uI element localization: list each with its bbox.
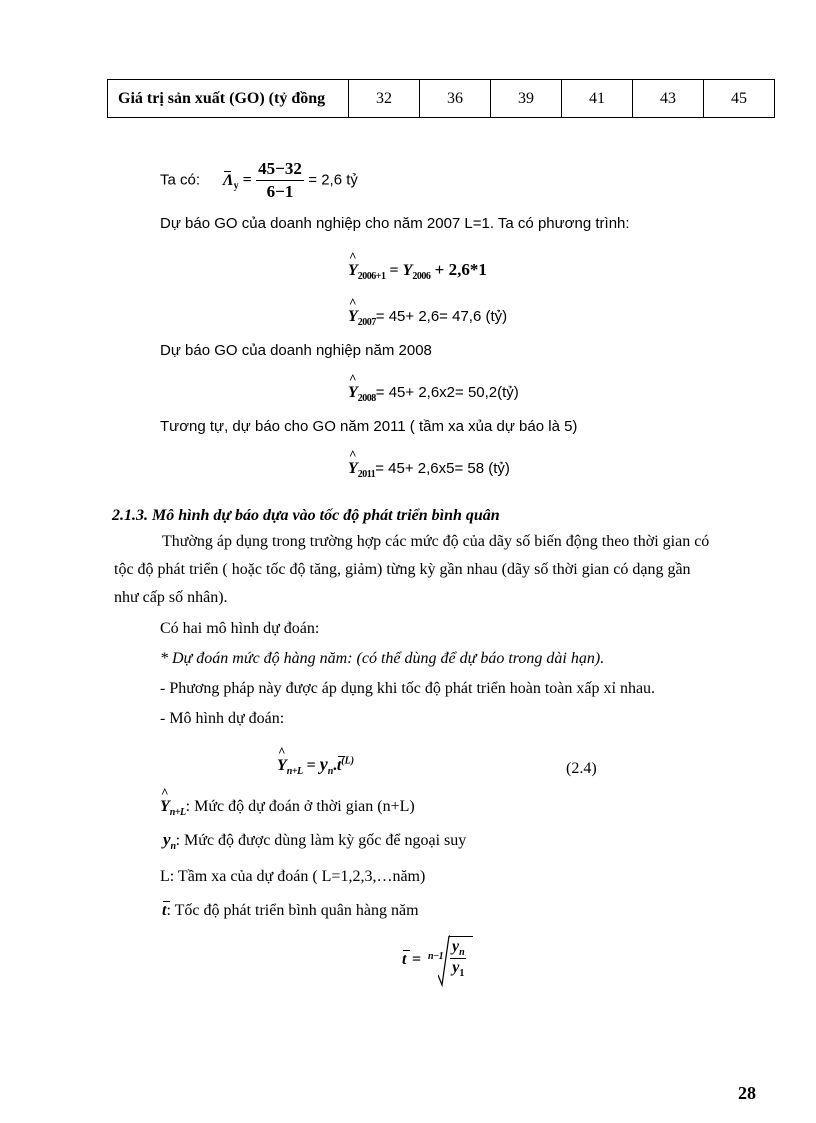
equation-2011 [348, 460, 510, 480]
eq4-rhs: = 45+ 2,6x5= 58 (tỷ) [375, 460, 510, 477]
root-denominator-sub: 1 [459, 968, 464, 979]
eq1-rhs: + 2,6*1 [430, 260, 487, 279]
y-hat-symbol: ^ Y [348, 308, 358, 326]
def4-text: : Tốc độ phát triển bình quân hàng năm [166, 902, 419, 919]
formula-dot: . [332, 757, 337, 774]
y-hat-symbol: ^ Y [348, 460, 358, 478]
table-row [108, 80, 775, 118]
paragraph-line: tộc độ phát triển ( hoặc tốc độ tăng, giảm) từng kỳ gần nhau (dãy số thời gian có dạng gần [114, 561, 691, 578]
y-hat-symbol: ^ Y [160, 798, 170, 816]
section-heading: 2.1.3. Mô hình dự báo dựa vào tốc độ phát triển bình quân [112, 507, 500, 524]
go-table [107, 79, 775, 118]
fraction-denominator: 6−1 [266, 182, 294, 201]
paragraph-intro [114, 528, 762, 612]
forecast-2008-intro: Dự báo GO của doanh nghiệp năm 2008 [160, 342, 432, 359]
def2-symbol: y [163, 830, 171, 849]
formula-exponent: (L) [341, 755, 355, 767]
def1-text: : Mức độ dự đoán ở thời gian (n+L) [185, 798, 415, 815]
t-bar-symbol: t [402, 951, 407, 968]
table-cell: 39 [491, 80, 562, 118]
eq2-rhs: = 45+ 2,6= 47,6 (tỷ) [375, 308, 508, 325]
table-cell: 41 [562, 80, 633, 118]
def1-subscript: n+L [169, 807, 186, 818]
eq2-subscript: 2007 [357, 317, 376, 328]
definition-y-hat [160, 798, 415, 818]
y-hat-symbol: ^ Y [348, 262, 358, 280]
ta-co-formula: Ta có: $\Lambda_y$ = $\frac{45-32}{6-1}$ = 2,6 tỷ [160, 159, 358, 201]
delta-fraction [256, 158, 304, 203]
definition-yn [163, 830, 466, 852]
delta-subscript: y [233, 180, 239, 192]
eq3-rhs: = 45+ 2,6x2= 50,2(tỷ) [375, 384, 519, 401]
root-denominator: y [452, 959, 460, 976]
t-bar-symbol: t [162, 902, 167, 919]
equation-2007 [348, 308, 507, 328]
equation-number: (2.4) [566, 760, 597, 777]
paragraph-line: như cấp số nhân). [114, 589, 228, 606]
eq3-subscript: 2008 [357, 393, 376, 404]
equation-2008 [348, 384, 519, 404]
table-cell: 36 [420, 80, 491, 118]
root-numerator: y [452, 938, 460, 955]
model-annual: * Dự đoán mức độ hàng năm: (có thể dùng để dự báo trong dài hạn). [160, 650, 605, 667]
paragraph-line: Thường áp dụng trong trường hợp các mức độ của dãy số biến động theo thời gian có [162, 533, 710, 550]
equation-2006-plus-1 [348, 260, 487, 282]
root-numerator-sub: n [459, 947, 465, 958]
eq1-subscript: 2006+1 [357, 271, 386, 282]
delta-symbol: Λ [222, 171, 234, 189]
root-index: n−1 [428, 951, 444, 962]
formula-yn-subscript: n [327, 766, 333, 777]
t-bar-symbol: t [336, 757, 342, 774]
table-row-label: Giá trị sản xuất (GO) (tỷ đồng [108, 80, 349, 118]
formula-yn: y [319, 754, 328, 774]
ta-co-prefix: Ta có: [160, 171, 201, 189]
forecast-2011-intro: Tương tự, dự báo cho GO năm 2011 ( tầm xa xủa dự báo là 5) [160, 418, 578, 435]
definition-l: L: Tầm xa của dự đoán ( L=1,2,3,…năm) [160, 868, 426, 885]
eq1-equals: = [385, 262, 403, 279]
formula-2-4 [277, 754, 354, 777]
definition-t-bar [162, 902, 419, 920]
def2-text: : Mức độ được dùng làm kỳ gốc để ngoại suy [175, 832, 467, 849]
page-number: 28 [738, 1083, 756, 1103]
table-cell: 43 [633, 80, 704, 118]
root-fraction [450, 938, 466, 979]
delta-result: = 2,6 tỷ [308, 171, 358, 189]
forecast-2007-intro: Dự báo GO của doanh nghiệp cho năm 2007 L=1. Ta có phương trình: [160, 215, 630, 232]
fraction-numerator: 45−32 [256, 158, 304, 181]
table-cell: 45 [704, 80, 775, 118]
radical-sign [438, 935, 450, 987]
def2-subscript: n [170, 841, 176, 852]
formula-subscript: n+L [286, 766, 303, 777]
eq1-subscript-2: 2006 [412, 271, 431, 282]
y-hat-symbol: ^ Y [277, 757, 287, 775]
y-hat-symbol: ^ Y [348, 384, 358, 402]
two-models: Có hai mô hình dự đoán: [160, 620, 320, 637]
eq4-subscript: 2011 [357, 469, 376, 480]
root-equals: = [412, 951, 422, 968]
bullet-model: - Mô hình dự đoán: [160, 710, 285, 727]
table-cell: 32 [349, 80, 420, 118]
eq1-y: Y [402, 262, 413, 279]
formula-equals: = [302, 757, 320, 774]
bullet-method: - Phương pháp này được áp dụng khi tốc độ phát triển hoàn toàn xấp xỉ nhau. [160, 680, 656, 697]
